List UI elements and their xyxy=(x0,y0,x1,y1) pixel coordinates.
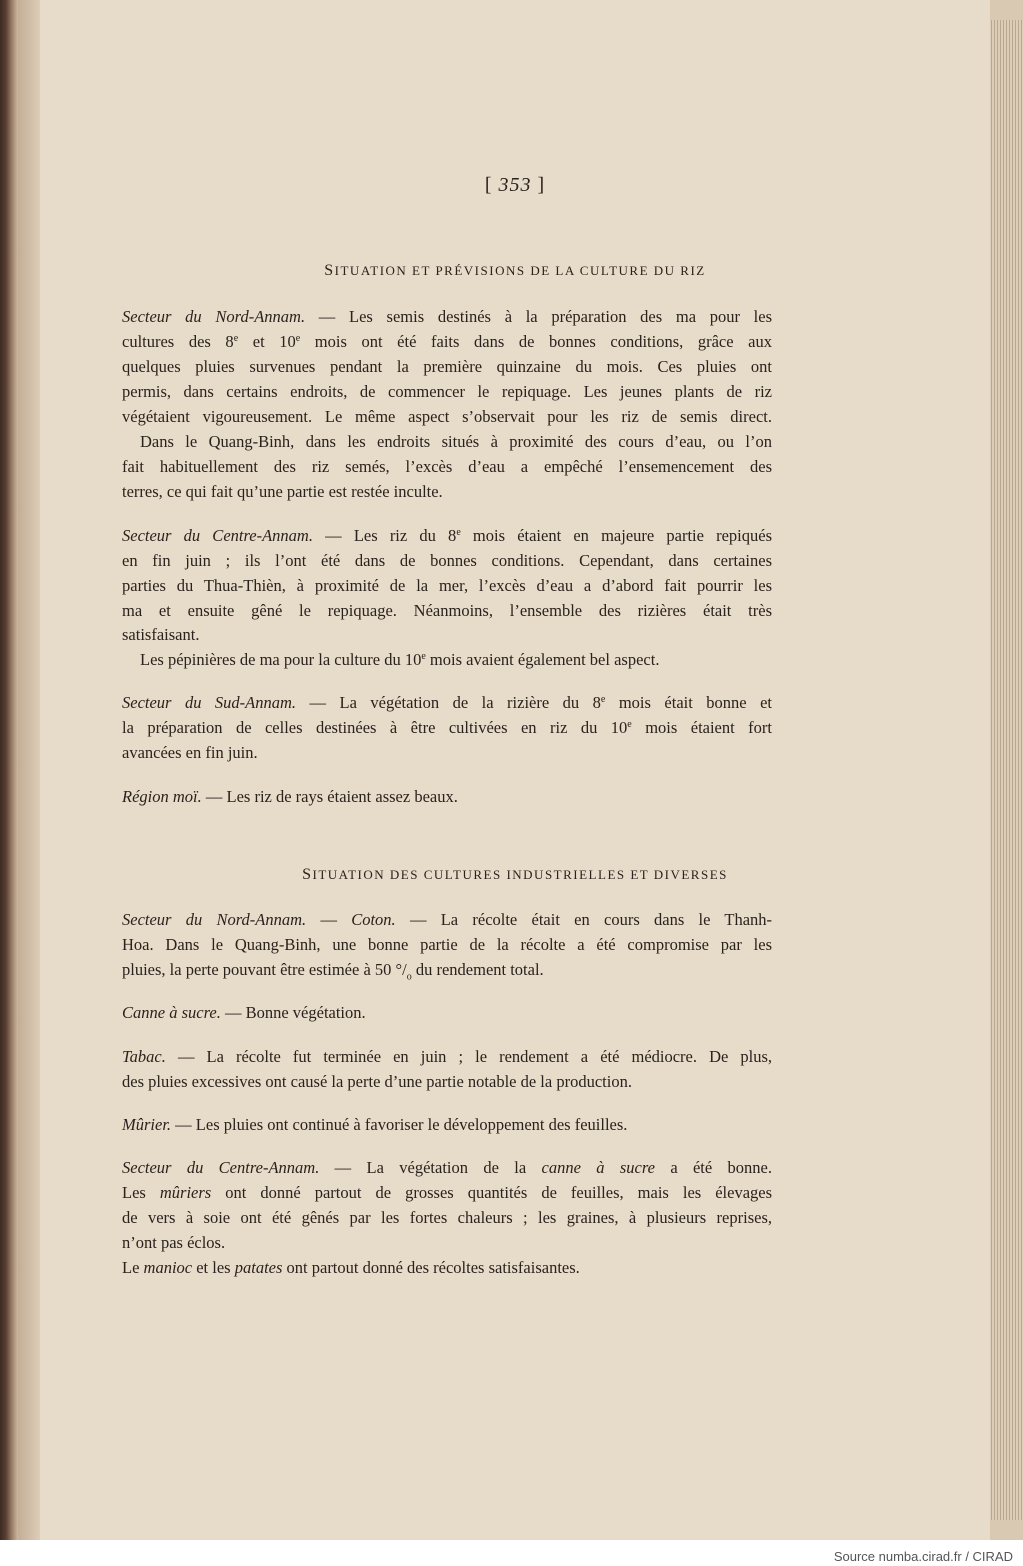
book-page xyxy=(40,0,990,1540)
text-line: permis, dans certains endroits, de commencer le repiquage. Les jeunes plants de riz xyxy=(122,382,772,401)
book-binding-edge xyxy=(0,0,18,1540)
text-line: Région moï. — Les riz de rays étaient assez beaux. xyxy=(122,787,458,806)
text-line: Dans le Quang-Binh, dans les endroits situés à proximité des cours d’eau, ou l’on xyxy=(140,432,772,451)
page-fore-edge xyxy=(985,20,1023,1520)
text-line: Secteur du Centre-Annam. — La végétation de la canne à sucre a été bonne. xyxy=(122,1158,773,1177)
text-line: Secteur du Nord-Annam. — Les semis destinés à la préparation des ma pour les xyxy=(122,307,773,326)
text-line: Les mûriers ont donné partout de grosses quantités de feuilles, mais les élevages xyxy=(122,1183,773,1202)
text-line: satisfaisant. xyxy=(122,625,200,644)
page-gutter xyxy=(18,0,40,1540)
text-line: des pluies excessives ont causé la perte d’une partie notable de la production. xyxy=(122,1072,632,1091)
page-number: [ 353 ] xyxy=(484,174,546,196)
text-line: végétaient vigoureusement. Le même aspect s’observait pour les riz de semis direct. xyxy=(122,407,772,426)
text-line: fait habituellement des riz semés, l’excès d’eau a empêché l’ensemencement des xyxy=(122,457,772,476)
text-line: de vers à soie ont été gênés par les fortes chaleurs ; les graines, à plusieurs reprises, xyxy=(122,1208,772,1227)
text-line: avancées en fin juin. xyxy=(122,743,258,762)
text-line: n’ont pas éclos. xyxy=(122,1233,226,1252)
text-line: Secteur du Nord-Annam. — Coton. — La récolte était en cours dans le Thanh- xyxy=(122,910,773,929)
text-line: Canne à sucre. — Bonne végétation. xyxy=(122,1003,366,1022)
source-credit: Source numba.cirad.fr / CIRAD xyxy=(833,1549,1013,1564)
text-line: Secteur du Centre-Annam. — Les riz du 8e mois étaient en majeure partie repiqués xyxy=(122,526,773,545)
heading-industrial: SITUATION DES CULTURES INDUSTRIELLES ET DIVERSES xyxy=(302,866,728,883)
text-line: Mûrier. — Les pluies ont continué à favoriser le développement des feuilles. xyxy=(122,1115,628,1134)
text-line: Tabac. — La récolte fut terminée en juin ; le rendement a été médiocre. De plus, xyxy=(122,1047,773,1066)
text-line: quelques pluies survenues pendant la première quinzaine du mois. Ces pluies ont xyxy=(122,357,772,376)
text-line: la préparation de celles destinées à être cultivées en riz du 10e mois étaient fort xyxy=(122,718,772,737)
text-line: Le manioc et les patates ont partout donné des récoltes satisfaisantes. xyxy=(122,1258,580,1277)
text-line: en fin juin ; ils l’ont été dans de bonnes conditions. Cependant, dans certaines xyxy=(122,551,772,570)
text-line: terres, ce qui fait qu’une partie est restée inculte. xyxy=(122,482,443,501)
text-line: pluies, la perte pouvant être estimée à 50 $^\circ/_o$ du rendement total. xyxy=(122,960,544,983)
text-line: Les pépinières de ma pour la culture du 10e mois avaient également bel aspect. xyxy=(140,650,660,669)
heading-rice: SITUATION ET PRÉVISIONS DE LA CULTURE DU RIZ xyxy=(324,262,706,279)
text-line: Hoa. Dans le Quang-Binh, une bonne partie de la récolte a été compromise par les xyxy=(122,935,772,954)
text-line: cultures des 8e et 10e mois ont été faits dans de bonnes conditions, grâce aux xyxy=(122,332,772,351)
text-line: Secteur du Sud-Annam. — La végétation de la rizière du 8e mois était bonne et xyxy=(122,693,772,712)
text-line: ma et ensuite gêné le repiquage. Néanmoins, l’ensemble des rizières était très xyxy=(122,601,772,620)
text-line: parties du Thua-Thièn, à proximité de la mer, l’excès d’eau a d’abord fait pourrir les xyxy=(122,576,772,595)
